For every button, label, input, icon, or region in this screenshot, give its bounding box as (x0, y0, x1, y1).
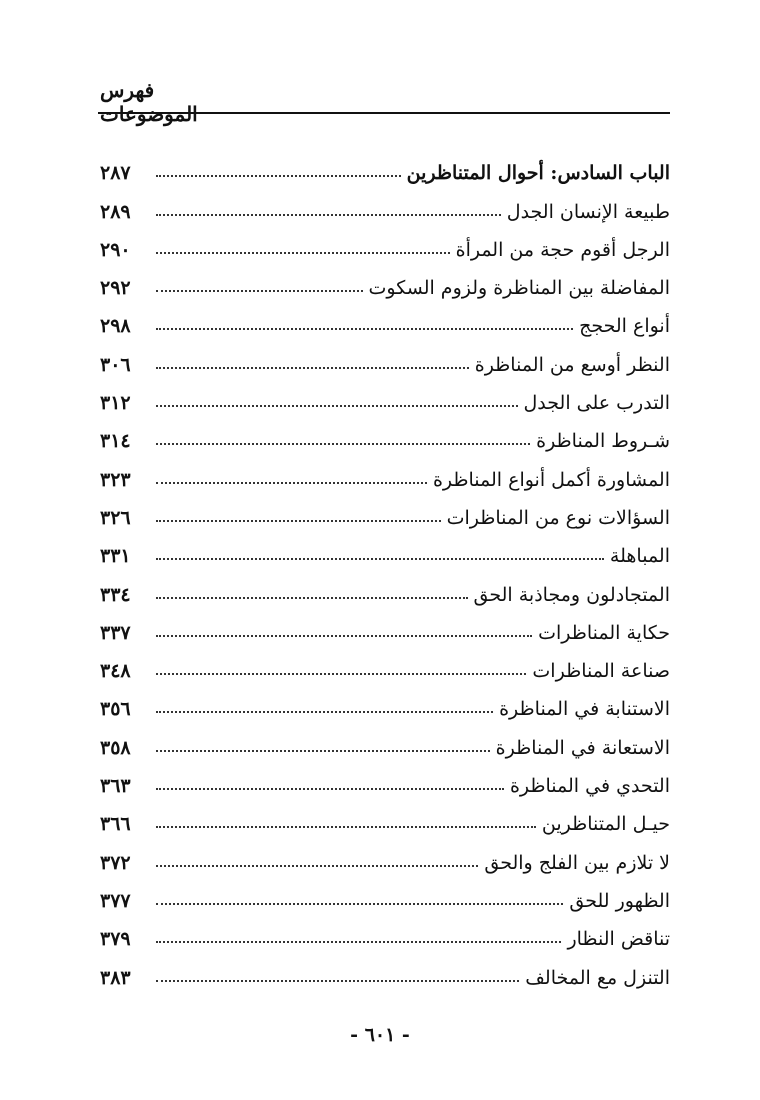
toc-entry-page: ٢٩٠ (100, 238, 131, 261)
dot-leader (156, 252, 450, 254)
dot-leader (156, 405, 518, 407)
toc-entry-title: أنواع الحجج (579, 315, 670, 338)
toc-row (100, 835, 670, 873)
toc-entry-title: طبيعة الإنسان الجدل (506, 200, 670, 223)
toc-row (100, 567, 670, 605)
toc-entry-title: الاستعانة في المناظرة (495, 736, 670, 759)
toc-chapter-title: الباب السادس: أحوال المتناظرين (406, 162, 670, 185)
dot-leader (156, 482, 427, 484)
dot-leader (156, 788, 504, 790)
toc-row (100, 759, 670, 797)
dot-leader (156, 214, 501, 216)
dot-leader (156, 750, 490, 752)
toc-entry-title: حيـل المتناظرين (541, 813, 670, 836)
dot-leader (156, 941, 561, 943)
toc-row (100, 682, 670, 720)
toc-entry-page: ٣٥٦ (100, 698, 131, 721)
toc-row (100, 644, 670, 682)
toc-entry-page: ٣٢٣ (100, 468, 131, 491)
toc-row (100, 797, 670, 835)
dot-leader (156, 826, 536, 828)
table-of-contents (100, 146, 670, 989)
toc-row (100, 874, 670, 912)
dot-leader (156, 635, 532, 637)
dot-leader (156, 558, 604, 560)
dot-leader (156, 865, 478, 867)
toc-row (100, 223, 670, 261)
toc-row (100, 491, 670, 529)
toc-row (100, 720, 670, 758)
toc-row (100, 529, 670, 567)
toc-entry-title: شـروط المناظرة (536, 430, 670, 453)
toc-entry-page: ٣٤٨ (100, 660, 131, 683)
dot-leader (156, 290, 363, 292)
dot-leader (156, 673, 526, 675)
header-rule (98, 112, 670, 114)
dot-leader (156, 443, 530, 445)
toc-entry-page: ٣٦٦ (100, 813, 131, 836)
toc-entry-page: ٢٩٢ (100, 277, 131, 300)
toc-row (100, 184, 670, 222)
toc-entry-title: حكاية المناظرات (538, 621, 670, 644)
toc-entry-page: ٣٢٦ (100, 506, 131, 529)
toc-chapter-row (100, 146, 670, 184)
toc-row (100, 337, 670, 375)
toc-entry-title: الاستنابة في المناظرة (499, 698, 670, 721)
toc-entry-page: ٣٦٣ (100, 775, 131, 798)
toc-entry-page: ٣٠٦ (100, 353, 131, 376)
toc-entry-title: الرجل أقوم حجة من المرأة (455, 238, 670, 261)
toc-entry-page: ٣١٤ (100, 430, 131, 453)
toc-row (100, 606, 670, 644)
toc-entry-page: ٣٥٨ (100, 736, 131, 759)
toc-entry-title: التحدي في المناظرة (509, 775, 670, 798)
toc-entry-page: ٣٧٧ (100, 889, 131, 912)
toc-entry-page: ٣٨٣ (100, 966, 131, 989)
toc-row (100, 452, 670, 490)
toc-entry-page: ٢٨٩ (100, 200, 131, 223)
toc-entry-page: ٢٩٨ (100, 315, 131, 338)
dot-leader (156, 711, 493, 713)
toc-chapter-page: ٢٨٧ (100, 162, 131, 185)
page-number: - ٦٠١ - (350, 1024, 410, 1046)
toc-entry-title: التدرب على الجدل (523, 392, 670, 415)
dot-leader (156, 367, 469, 369)
toc-row (100, 299, 670, 337)
toc-entry-page: ٣٣٧ (100, 621, 131, 644)
toc-entry-title: النظر أوسع من المناظرة (474, 353, 670, 376)
dot-leader (156, 175, 401, 177)
toc-entry-title: التنزل مع المخالف (525, 966, 670, 989)
toc-entry-title: الظهور للحق (569, 889, 670, 912)
toc-row (100, 912, 670, 950)
toc-row (100, 950, 670, 988)
toc-entry-page: ٣١٢ (100, 392, 131, 415)
toc-entry-title: السؤالات نوع من المناظرات (446, 506, 670, 529)
toc-row (100, 261, 670, 299)
toc-entry-page: ٣٣١ (100, 545, 131, 568)
toc-entry-title: المفاضلة بين المناظرة ولزوم السكوت (368, 277, 670, 300)
toc-entry-title: المتجادلون ومجاذبة الحق (473, 583, 670, 606)
toc-entry-title: المباهلة (609, 545, 670, 568)
dot-leader (156, 903, 563, 905)
toc-entry-title: تناقض النظار (567, 928, 670, 951)
toc-entry-page: ٣٧٩ (100, 928, 131, 951)
dot-leader (156, 520, 441, 522)
toc-entry-title: لا تلازم بين الفلج والحق (484, 851, 670, 874)
dot-leader (156, 980, 519, 982)
dot-leader (156, 597, 468, 599)
dot-leader (156, 328, 573, 330)
toc-entry-page: ٣٣٤ (100, 583, 131, 606)
toc-entry-page: ٣٧٢ (100, 851, 131, 874)
running-header-title: فهرس الموضوعات (100, 78, 198, 126)
toc-entry-title: صناعة المناظرات (532, 660, 670, 683)
toc-row (100, 414, 670, 452)
toc-entry-title: المشاورة أكمل أنواع المناظرة (432, 468, 670, 491)
toc-row (100, 376, 670, 414)
